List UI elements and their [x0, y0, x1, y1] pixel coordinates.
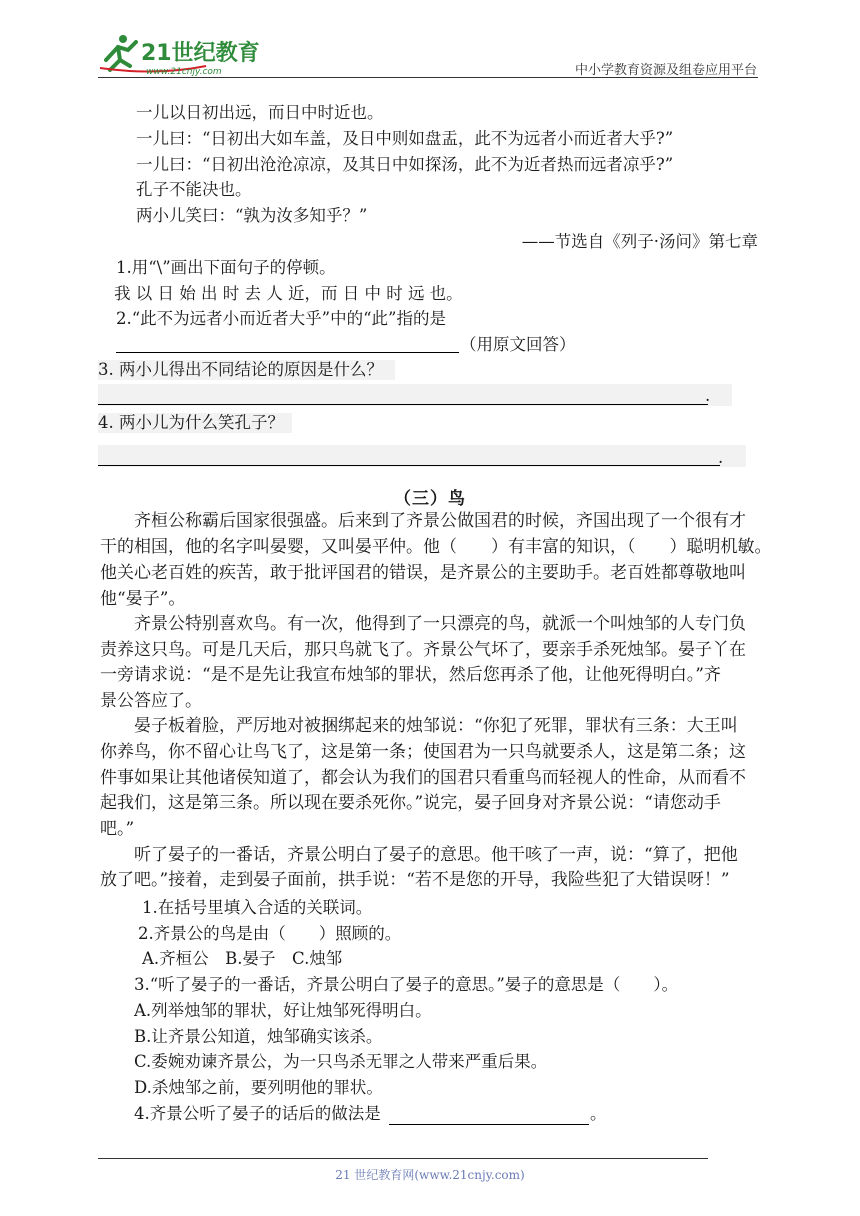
q2-2-options: A.齐桓公 B.晏子 C.烛邹 [142, 949, 343, 968]
q2-3-option-d[interactable]: D.杀烛邹之前，要列明他的罪状。 [134, 1078, 383, 1097]
passage2-line: 起我们，这是第三条。所以现在要杀死你。”说完，晏子回身对齐景公说：“请您动手 [100, 793, 721, 813]
passage1-line: 一儿曰：“日初出大如车盖，及日中则如盘盂，此不为远者小而近者大乎?” [136, 129, 674, 148]
passage2-line: 景公答应了。 [100, 691, 202, 711]
passage2-line: 你养鸟，你不留心让鸟飞了，这是第一条；使国君为一只鸟就要杀人，这是第二条；这 [100, 742, 746, 762]
q2-4-period: 。 [590, 1104, 607, 1123]
passage2-line: 吧。” [100, 819, 135, 839]
q4-period: . [718, 448, 724, 467]
q2-4-answer-blank[interactable] [389, 1124, 589, 1125]
q2-answer-blank[interactable] [116, 352, 459, 353]
q2-prompt: 2.“此不为远者小而近者大乎”中的“此”指的是 [116, 309, 446, 328]
q4-answer-blank [98, 465, 720, 466]
passage2-line: 听了晏子的一番话，齐景公明白了晏子的意思。他干咳了一声，说：“算了，把他 [134, 845, 738, 865]
q1-sentence: 我 以 日 始 出 时 去 人 近，而 日 中 时 远 也。 [114, 284, 463, 303]
q3-answer-area[interactable] [98, 384, 732, 406]
footer-text: 21 世纪教育网(www.21cnjy.com) [335, 1168, 525, 1182]
passage2-line: 齐桓公称霸后国家很强盛。后来到了齐景公做国君的时候，齐国出现了一个很有才 [134, 511, 746, 531]
q2-4-prompt: 4.齐景公听了晏子的话后的做法是 [134, 1104, 381, 1123]
q2-3-option-a[interactable]: A.列举烛邹的罪状，好让烛邹死得明白。 [134, 1001, 432, 1020]
q2-2-prompt: 2.齐景公的鸟是由（ ）照顾的。 [138, 924, 402, 943]
passage2-line: 他关心老百姓的疾苦，敢于批评国君的错误，是齐景公的主要助手。老百姓都尊敬地叫 [100, 563, 746, 583]
q2-hint: （用原文回答） [460, 335, 576, 354]
q4-answer-area[interactable] [98, 445, 746, 467]
passage2-line: 干的相国，他的名字叫晏婴，又叫晏平仲。他（ ）有丰富的知识，（ ）聪明机敏。 [100, 537, 772, 557]
passage2-line: 晏子板着脸，严厉地对被捆绑起来的烛邹说：“你犯了死罪，罪状有三条：大王叫 [134, 716, 738, 736]
q2-3-option-c[interactable]: C.委婉劝谏齐景公，为一只鸟杀无罪之人带来严重后果。 [134, 1052, 548, 1071]
passage2-line: 件事如果让其他诸侯知道了，都会认为我们的国君只看重鸟而轻视人的性命，从而看不 [100, 768, 746, 788]
passage1-line: 一儿曰：“日初出沧沧凉凉，及其日中如探汤，此不为近者热而远者凉乎?” [136, 155, 674, 174]
q1-prompt: 1.用“\”画出下面句子的停顿。 [116, 258, 336, 277]
passage2-line: 放了吧。”接着，走到晏子面前，拱手说：“若不是您的开导，我险些犯了大错误呀！” [100, 870, 730, 890]
passage1-line: 孔子不能决也。 [136, 180, 252, 199]
footer-divider [98, 1158, 708, 1159]
passage2-line: 他“晏子”。 [100, 589, 186, 609]
passage1-source: ——节选自《列子·汤问》第七章 [521, 232, 758, 251]
passage2-line: 责养这只鸟。可是几天后，那只鸟就飞了。齐景公气坏了，要亲手杀死烛邹。晏子丫在 [100, 640, 746, 660]
q2-3-option-b[interactable]: B.让齐景公知道，烛邹确实该杀。 [134, 1027, 383, 1046]
passage1-line: 一儿以日初出远，而日中时近也。 [136, 103, 384, 122]
q2-1-prompt: 1.在括号里填入合适的关联词。 [142, 898, 373, 917]
q3-period: . [705, 386, 711, 405]
section-title: （三）鸟 [394, 489, 466, 509]
q3-answer-blank [98, 404, 708, 405]
q3-prompt: 3. 两小儿得出不同结论的原因是什么？ [98, 360, 395, 380]
header-divider [98, 77, 758, 78]
logo-url-text: www.21cnjy.com [146, 67, 222, 77]
passage2-line: 齐景公特别喜欢鸟。有一次，他得到了一只漂亮的鸟，就派一个叫烛邹的人专门负 [134, 614, 746, 634]
passage1-line: 两小儿笑曰：“孰为汝多知乎？” [136, 206, 368, 225]
q4-prompt: 4. 两小儿为什么笑孔子？ [98, 413, 292, 433]
q2-3-prompt: 3.“听了晏子的一番话，齐景公明白了晏子的意思。”晏子的意思是（ ）。 [134, 975, 679, 994]
passage2-line: 一旁请求说：“是不是先让我宣布烛邹的罪状，然后您再杀了他，让他死得明白。”齐 [100, 665, 721, 685]
platform-name: 中小学教育资源及组卷应用平台 [575, 63, 758, 78]
site-logo [96, 30, 266, 80]
logo-brand-text: 21世纪教育 [141, 41, 260, 66]
